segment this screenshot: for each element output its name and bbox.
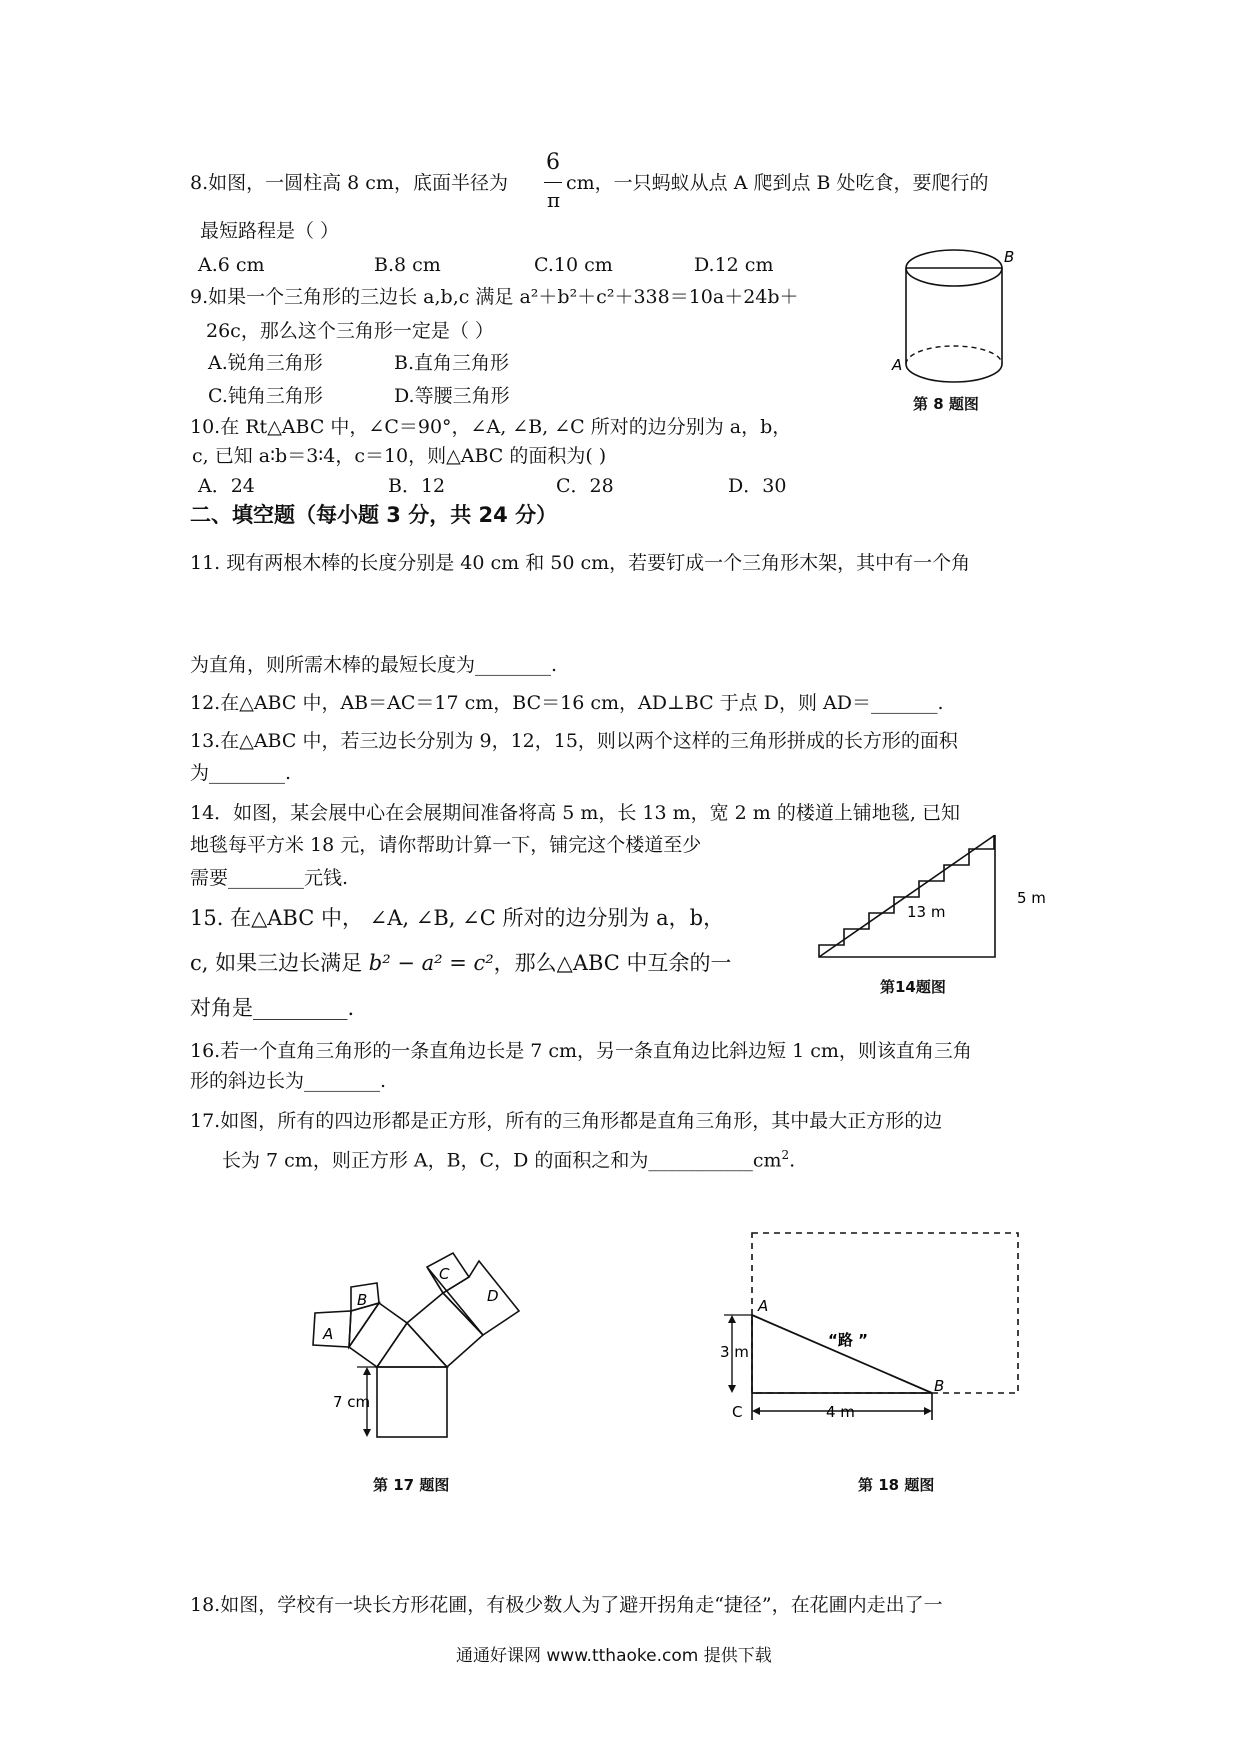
- q15-text-cont2: 对角是_________.: [190, 996, 355, 1020]
- q8-fraction-bar: [544, 182, 562, 183]
- fig18-label-road: “路 ”: [828, 1331, 868, 1349]
- q10-text-cont: c, 已知 a∶b＝3∶4，c＝10，则△ABC 的面积为( ): [192, 445, 607, 467]
- q14-text-cont: 地毯每平方米 18 元，请你帮助计算一下，铺完这个楼道至少: [190, 834, 702, 856]
- q10-option-c: C．28: [556, 475, 614, 497]
- q14-text-cont2: 需要________元钱.: [190, 867, 349, 889]
- fig18-label-b: B: [934, 1377, 945, 1395]
- q10-option-b: B．12: [388, 475, 446, 497]
- fig8-caption: 第 8 题图: [913, 395, 979, 413]
- q8-question-cont: 最短路程是（ ）: [200, 220, 340, 242]
- q13-text: 13.在△ABC 中，若三边长分别为 9，12，15，则以两个这样的三角形拼成的长方形的面积: [190, 730, 958, 752]
- section-2-heading: 二、填空题（每小题 3 分，共 24 分）: [190, 503, 558, 527]
- q16-text-cont: 形的斜边长为________.: [190, 1070, 387, 1092]
- fig17-label-a: A: [323, 1325, 334, 1343]
- q9-option-c: C.钝角三角形: [208, 385, 323, 407]
- q15-text-cont-a: c, 如果三边长满足: [190, 951, 369, 975]
- fig18-caption: 第 18 题图: [858, 1476, 935, 1494]
- stair-label-length: 13 m: [907, 903, 946, 921]
- q9-option-a: A.锐角三角形: [208, 352, 323, 374]
- fig18-label-4m: 4 m: [826, 1403, 855, 1421]
- q9-option-d: D.等腰三角形: [394, 385, 510, 407]
- q8-fraction-numerator: 6: [546, 150, 560, 175]
- cyl-label-a: A: [892, 356, 903, 374]
- q8-option-b: B.8 cm: [374, 254, 441, 276]
- q12-text: 12.在△ABC 中，AB＝AC＝17 cm，BC＝16 cm，AD⊥BC 于点 D，则 AD＝_______.: [190, 692, 944, 714]
- q18-text: 18.如图，学校有一块长方形花圃，有极少数人为了避开拐角走“捷径”，在花圃内走出了一: [190, 1594, 943, 1616]
- pythagoras-tree-figure: [295, 1225, 565, 1470]
- q17-text-cont: [222, 1142, 795, 1173]
- q9-text: 9.如果一个三角形的三边长 a,b,c 满足 a²＋b²＋c²＋338＝10a＋24b＋: [190, 286, 799, 308]
- fig18-label-c: C: [732, 1403, 743, 1421]
- fig18-label-a: A: [758, 1297, 769, 1315]
- fig17-label-b: B: [357, 1291, 368, 1309]
- fig18-label-3m: 3 m: [720, 1343, 749, 1361]
- garden-path-figure: [720, 1225, 1020, 1455]
- q8-text-b: cm，一只蚂蚁从点 A 爬到点 B 处吃食，要爬行的: [566, 172, 989, 194]
- fig17-label-d: D: [487, 1287, 499, 1305]
- q15-text: 15. 在△ABC 中， ∠A, ∠B, ∠C 所对的边分别为 a，b，: [190, 906, 725, 930]
- fig17-caption: 第 17 题图: [373, 1476, 450, 1494]
- q13-text-cont: 为________.: [190, 762, 292, 784]
- q17-text-cont-a: 长为 7 cm，则正方形 A，B，C，D 的面积之和为___________cm: [222, 1149, 782, 1172]
- q15-formula: b² − a² = c²: [368, 951, 494, 975]
- cyl-label-b: B: [1004, 248, 1015, 266]
- q10-option-d: D．30: [728, 475, 787, 497]
- q16-text: 16.若一个直角三角形的一条直角边长是 7 cm，另一条直角边比斜边短 1 cm，则该直角三角: [190, 1040, 972, 1062]
- q15-text-cont-b: ，那么△ABC 中互余的一: [493, 951, 732, 975]
- stair-label-height: 5 m: [1017, 889, 1046, 907]
- q14-text: 14．如图，某会展中心在会展期间准备将高 5 m，长 13 m，宽 2 m 的楼道上铺地毯, 已知: [190, 802, 960, 824]
- fig14-caption: 第14题图: [880, 978, 946, 996]
- fig17-label-side: 7 cm: [333, 1393, 371, 1411]
- q8-text-a: 8.如图，一圆柱高 8 cm，底面半径为: [190, 172, 508, 194]
- q10-option-a: A．24: [198, 475, 255, 497]
- staircase-figure: [815, 835, 1065, 975]
- q8-option-a: A.6 cm: [198, 254, 265, 276]
- fig17-label-c: C: [439, 1265, 450, 1283]
- q8-fraction-denominator: π: [547, 188, 561, 212]
- q9-option-b: B.直角三角形: [394, 352, 510, 374]
- q11-text-cont: 为直角，则所需木棒的最短长度为________.: [190, 654, 558, 676]
- q11-text: 11. 现有两根木棒的长度分别是 40 cm 和 50 cm，若要钉成一个三角形木架，其中有一个角: [190, 552, 971, 574]
- q8-option-d: D.12 cm: [694, 254, 774, 276]
- q17-superscript: 2: [781, 1148, 790, 1162]
- q9-text-cont: 26c，那么这个三角形一定是（ ）: [206, 320, 494, 342]
- q10-text: 10.在 Rt△ABC 中，∠C＝90°，∠A, ∠B, ∠C 所对的边分别为 a，b，: [190, 416, 792, 438]
- footer-source: 通通好课网 www.tthaoke.com 提供下载: [456, 1646, 772, 1666]
- q15-text-cont: [190, 950, 732, 976]
- q17-text: 17.如图，所有的四边形都是正方形，所有的三角形都是直角三角形，其中最大正方形的边: [190, 1110, 943, 1132]
- q17-text-cont-b: .: [789, 1149, 796, 1172]
- q8-option-c: C.10 cm: [534, 254, 613, 276]
